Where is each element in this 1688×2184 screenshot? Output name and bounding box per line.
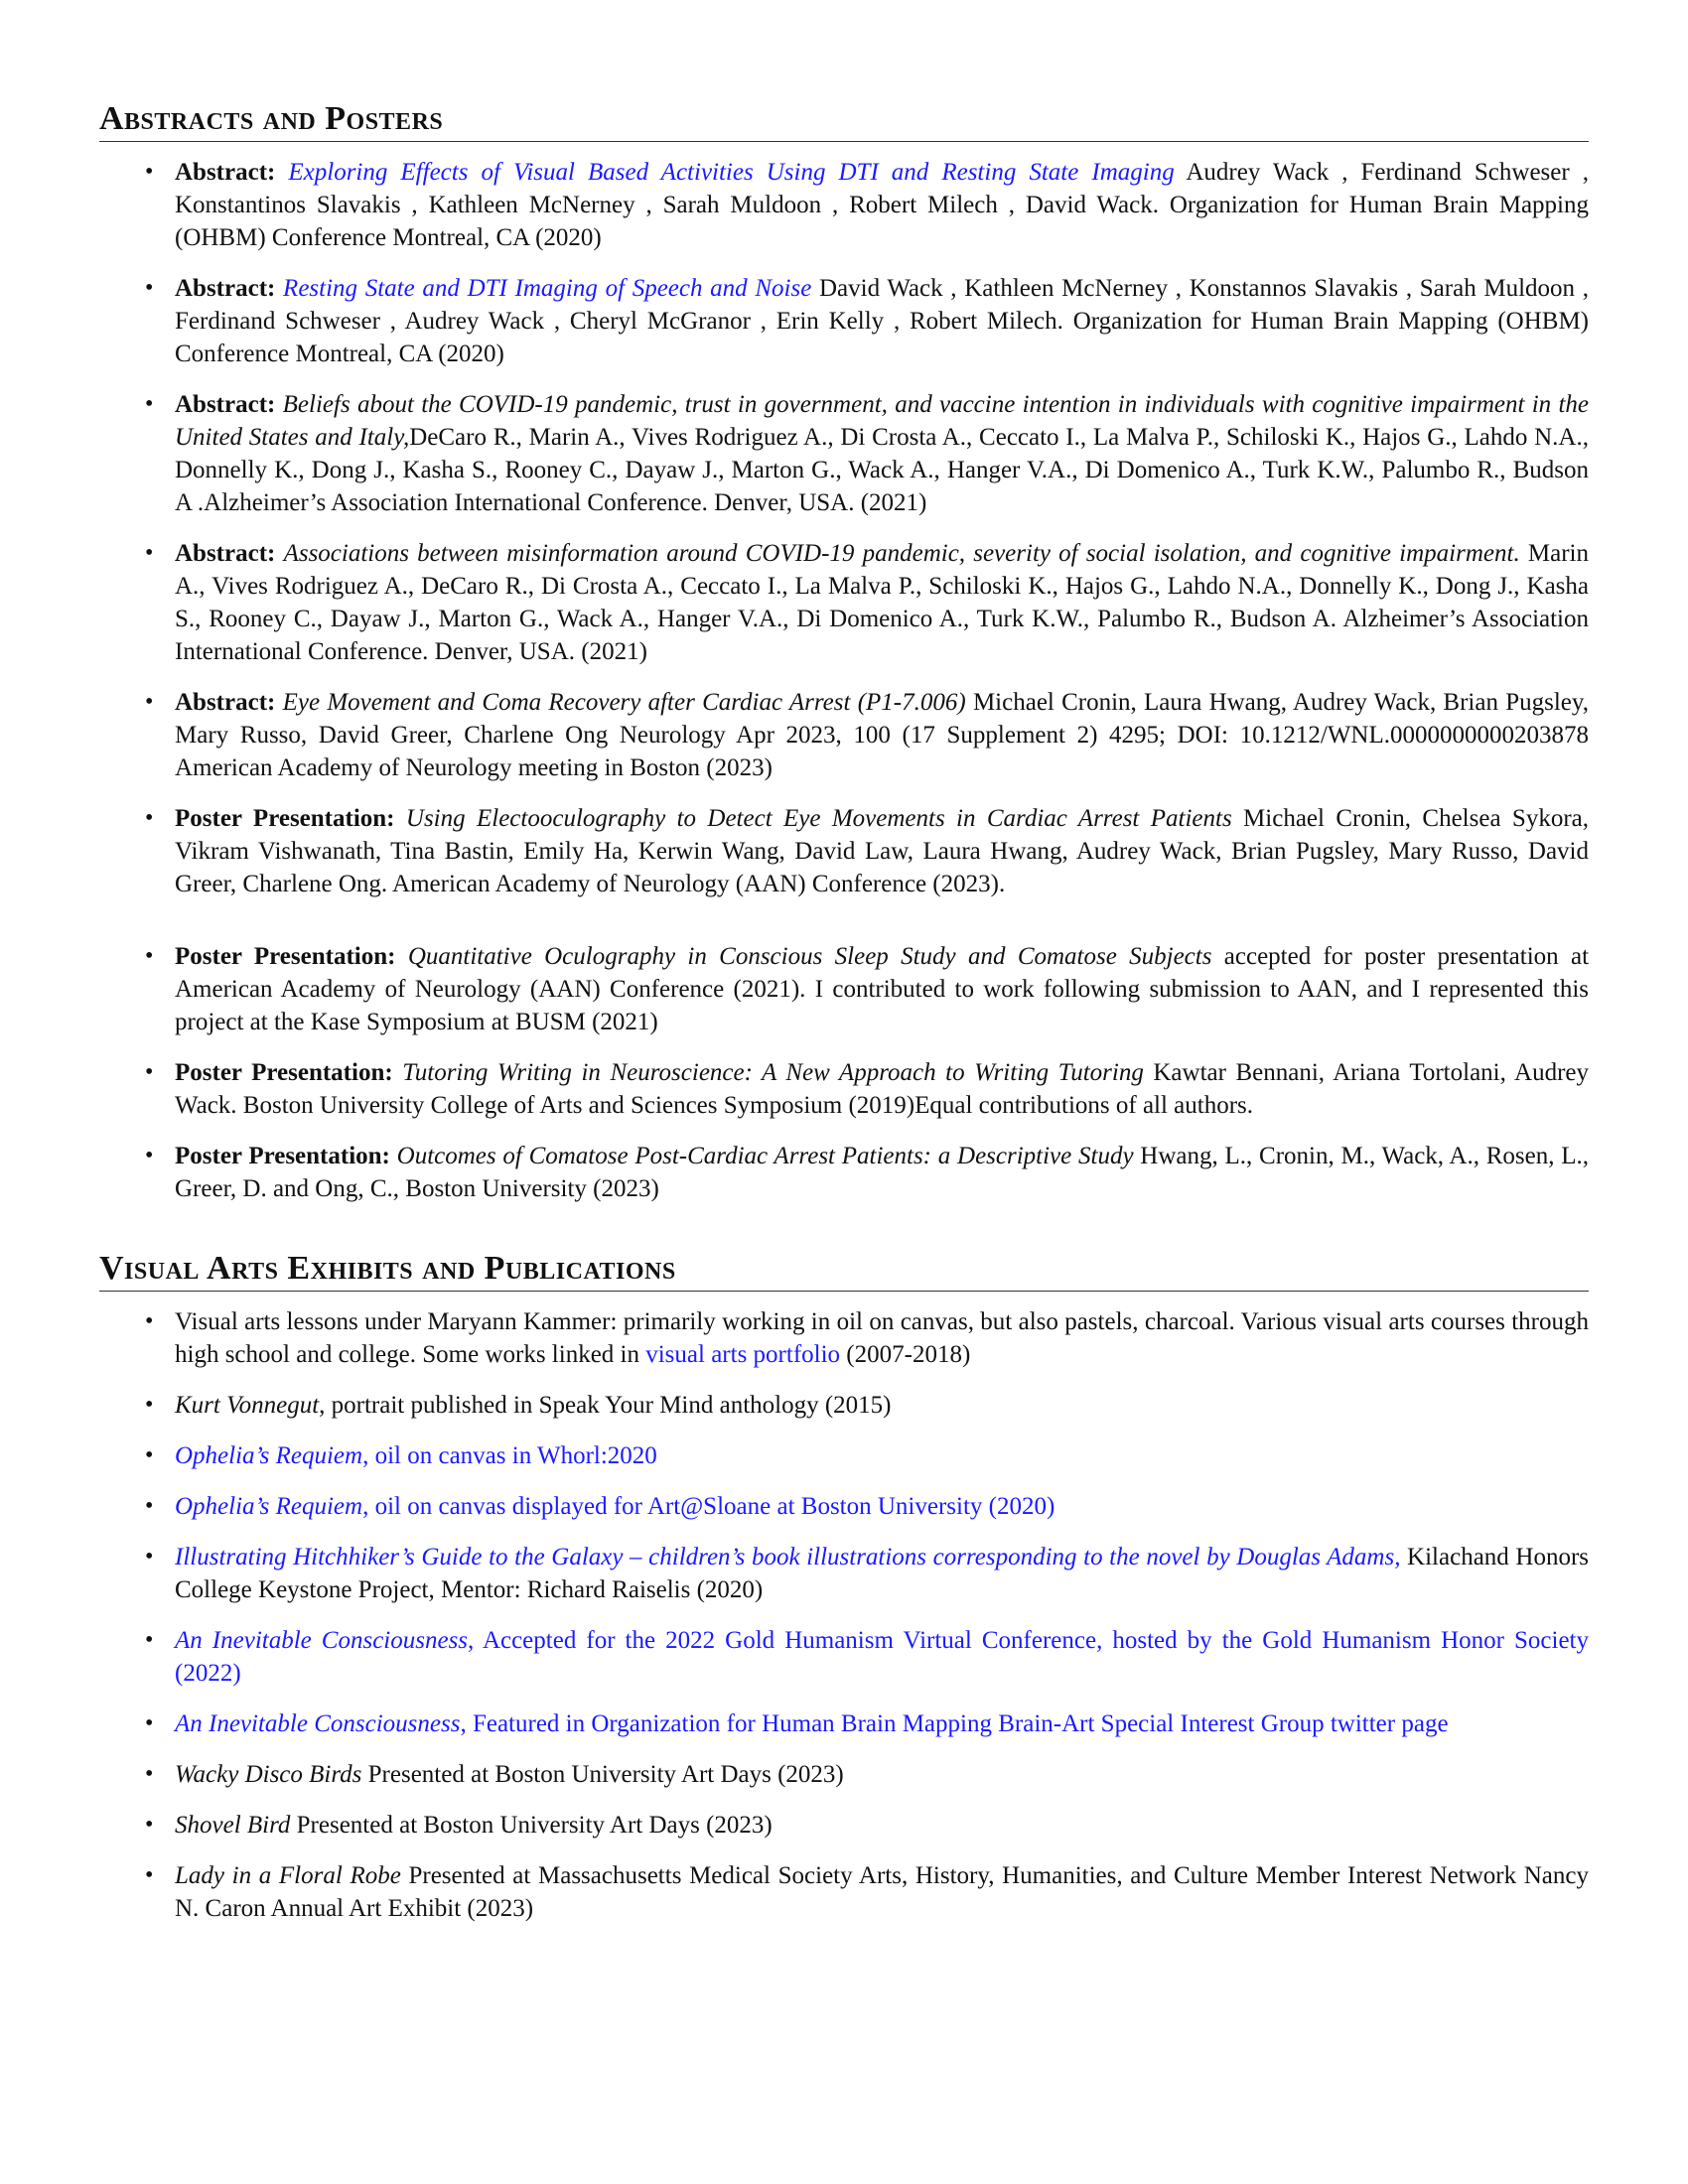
artwork-title: An Inevitable Consciousness bbox=[175, 1627, 469, 1654]
list-item bbox=[175, 1389, 1589, 1422]
portfolio-link[interactable]: visual arts portfolio bbox=[645, 1341, 841, 1368]
artwork-title: Ophelia’s Requiem bbox=[175, 1493, 363, 1520]
item-text: , oil on canvas in Whorl:2020 bbox=[362, 1442, 657, 1469]
artwork-title: Kurt Vonnegut bbox=[175, 1392, 320, 1419]
item-text: Kilachand Honors College Keystone Project, Mentor: Richard Raiselis (2020) bbox=[175, 1544, 1589, 1603]
list-item bbox=[175, 388, 1589, 519]
item-title: Tutoring Writing in Neuroscience: A New Approach to Writing Tutoring bbox=[402, 1059, 1144, 1086]
artwork-link[interactable] bbox=[175, 1442, 657, 1469]
list-item bbox=[175, 156, 1589, 254]
list-item bbox=[175, 1624, 1589, 1690]
artwork-title: An Inevitable Consciousness bbox=[175, 1710, 461, 1737]
item-title: Quantitative Oculography in Conscious Sleep Study and Comatose Subjects bbox=[407, 943, 1212, 970]
item-text: Presented at Boston University Art Days (2023) bbox=[361, 1761, 844, 1788]
list-item bbox=[175, 802, 1589, 900]
artwork-link[interactable] bbox=[175, 1627, 1589, 1687]
item-title: Outcomes of Comatose Post-Cardiac Arrest Patients: a Descriptive Study bbox=[396, 1143, 1134, 1169]
visual-arts-list bbox=[99, 1305, 1589, 1925]
list-item bbox=[175, 1758, 1589, 1791]
item-text: Kawtar Bennani, Ariana Tortolani, Audrey Wack. Boston University College of Arts and Sciences Symposium (2019)Equal contributions of all authors. bbox=[175, 1059, 1589, 1119]
artwork-title: Shovel Bird bbox=[175, 1812, 291, 1839]
list-item bbox=[175, 537, 1589, 668]
item-title: Eye Movement and Coma Recovery after Cardiac Arrest (P1-7.006) bbox=[282, 689, 966, 716]
item-label: Poster Presentation: bbox=[175, 1143, 390, 1169]
list-item bbox=[175, 1140, 1589, 1205]
item-label: Abstract: bbox=[175, 159, 276, 186]
abstract-title-link[interactable]: Resting State and DTI Imaging of Speech and Noise bbox=[283, 275, 812, 302]
item-text: Audrey Wack , Ferdinand Schweser , Konstantinos Slavakis , Kathleen McNerney , Sarah Muldoon , Robert Milech , David Wack. Organization for Human Brain Mapping (OHBM) Conference Montreal, CA (2020) bbox=[175, 159, 1589, 251]
list-item bbox=[175, 1305, 1589, 1371]
artwork-link[interactable] bbox=[175, 1710, 1449, 1737]
item-label: Poster Presentation: bbox=[175, 805, 395, 832]
item-text: , Featured in Organization for Human Brain Mapping Brain-Art Special Interest Group twitter page bbox=[460, 1710, 1449, 1737]
item-text: Presented at Boston University Art Days (2023) bbox=[290, 1812, 773, 1839]
item-text: DeCaro R., Marin A., Vives Rodriguez A., Di Crosta A., Ceccato I., La Malva P., Schiloski K., Hajos G., Lahdo N.A., Donnelly K., Dong J., Kasha S., Rooney C., Dayaw J., Marton G., Wack A., Hanger V.A., Di Domenico A., Turk K.W., Palumbo R., Budson A .Alzheimer’s Association International Conference. Denver, USA. (2021) bbox=[175, 424, 1589, 516]
visual-arts-section bbox=[99, 1249, 1589, 1925]
list-item bbox=[175, 686, 1589, 784]
list-item bbox=[175, 940, 1589, 1038]
list-item bbox=[175, 1490, 1589, 1523]
list-item bbox=[175, 272, 1589, 370]
list-item bbox=[175, 1809, 1589, 1842]
list-item bbox=[175, 1707, 1589, 1740]
abstract-title-link[interactable]: Exploring Effects of Visual Based Activities Using DTI and Resting State Imaging bbox=[288, 159, 1175, 186]
item-text: , Accepted for the 2022 Gold Humanism Virtual Conference, hosted by the Gold Humanism Honor Society (2022) bbox=[175, 1627, 1589, 1687]
item-label: Abstract: bbox=[175, 391, 276, 418]
item-text: Marin A., Vives Rodriguez A., DeCaro R., Di Crosta A., Ceccato I., La Malva P., Schiloski K., Hajos G., Lahdo N.A., Donnelly K., Dong J., Kasha S., Rooney C., Dayaw J., Marton G., Wack A., Hanger V.A., Di Domenico A., Turk K.W., Palumbo R., Budson A. Alzheimer’s Association International Conference. Denver, USA. (2021) bbox=[175, 540, 1589, 665]
cv-page bbox=[99, 99, 1589, 1943]
artwork-link[interactable] bbox=[175, 1493, 1055, 1520]
item-text: Michael Cronin, Laura Hwang, Audrey Wack, Brian Pugsley, Mary Russo, David Greer, Charlene Ong Neurology Apr 2023, 100 (17 Supplement 2) 4295; DOI: 10.1212/WNL.0000000000203878 American Academy of Neurology meeting in Boston (2023) bbox=[175, 689, 1590, 781]
item-text: David Wack , Kathleen McNerney , Konstannos Slavakis , Sarah Muldoon , Ferdinand Schweser , Audrey Wack , Cheryl McGranor , Erin Kelly , Robert Milech. Organization for Human Brain Mapping (OHBM) Conference Montreal, CA (2020) bbox=[175, 275, 1589, 367]
section-title-abstracts: Abstracts and Posters bbox=[99, 99, 1589, 142]
item-text: Presented at Massachusetts Medical Society Arts, History, Humanities, and Culture Member Interest Network Nancy N. Caron Annual Art Exhibit (2023) bbox=[175, 1862, 1589, 1922]
item-text: , oil on canvas displayed for Art@Sloane at Boston University (2020) bbox=[362, 1493, 1055, 1520]
item-title: Beliefs about the COVID-19 pandemic, trust in government, and vaccine intention in individuals with cognitive impairment in the United States and Italy, bbox=[175, 391, 1589, 451]
item-text-tail: (2007-2018) bbox=[840, 1341, 971, 1368]
item-text: Michael Cronin, Chelsea Sykora, Vikram Vishwanath, Tina Bastin, Emily Ha, Kerwin Wang, David Law, Laura Hwang, Audrey Wack, Brian Pugsley, Mary Russo, David Greer, Charlene Ong. American Academy of Neurology (AAN) Conference (2023). bbox=[175, 805, 1589, 897]
list-item bbox=[175, 1859, 1589, 1925]
item-title: Using Electooculography to Detect Eye Movements in Cardiac Arrest Patients bbox=[405, 805, 1232, 832]
item-title: Associations between misinformation around COVID-19 pandemic, severity of social isolation, and cognitive impairment. bbox=[283, 540, 1520, 567]
artwork-title: Ophelia’s Requiem bbox=[175, 1442, 363, 1469]
item-label: Abstract: bbox=[175, 275, 276, 302]
artwork-title: Wacky Disco Birds bbox=[175, 1761, 362, 1788]
item-label: Poster Presentation: bbox=[175, 943, 396, 970]
item-text: accepted for poster presentation at American Academy of Neurology (AAN) Conference (2021). I contributed to work following submission to AAN, and I represented this project at the Kase Symposium at BUSM (2021) bbox=[175, 943, 1590, 1035]
list-item bbox=[175, 1439, 1589, 1472]
artwork-link[interactable]: Illustrating Hitchhiker’s Guide to the Galaxy – children’s book illustrations corresponding to the novel by Douglas Adams, bbox=[175, 1544, 1401, 1570]
abstracts-list bbox=[99, 156, 1589, 1205]
list-item bbox=[175, 1541, 1589, 1606]
list-item bbox=[175, 1056, 1589, 1122]
item-label: Abstract: bbox=[175, 540, 276, 567]
item-label: Abstract: bbox=[175, 689, 276, 716]
artwork-title: Lady in a Floral Robe bbox=[175, 1862, 401, 1889]
item-label: Poster Presentation: bbox=[175, 1059, 393, 1086]
item-text: Visual arts lessons under Maryann Kammer: primarily working in oil on canvas, but also pastels, charcoal. Various visual arts courses through high school and college. Some works linked in bbox=[175, 1308, 1589, 1368]
item-text: Hwang, L., Cronin, M., Wack, A., Rosen, L., Greer, D. and Ong, C., Boston University (2023) bbox=[175, 1143, 1589, 1202]
item-text: , portrait published in Speak Your Mind anthology (2015) bbox=[319, 1392, 892, 1419]
section-title-visual-arts: Visual Arts Exhibits and Publications bbox=[99, 1249, 1589, 1292]
